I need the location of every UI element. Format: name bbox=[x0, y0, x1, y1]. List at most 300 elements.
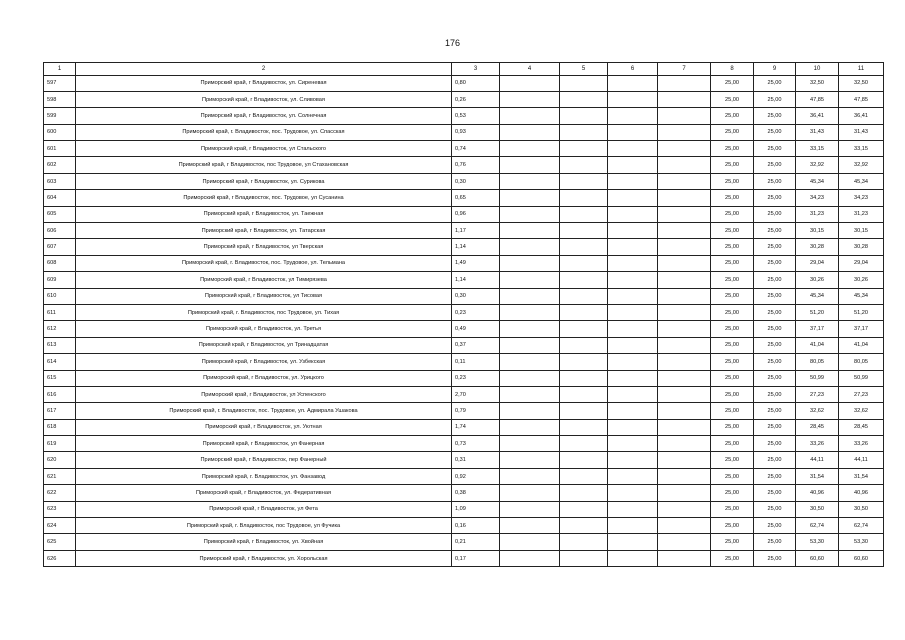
cell-col-1: 617 bbox=[44, 403, 76, 419]
cell-col-1: 606 bbox=[44, 223, 76, 239]
cell-col-9: 25,00 bbox=[754, 468, 796, 484]
cell-col-7 bbox=[658, 239, 711, 255]
cell-col-11: 50,99 bbox=[839, 370, 884, 386]
cell-col-5 bbox=[560, 436, 608, 452]
cell-col-9: 25,00 bbox=[754, 75, 796, 91]
cell-col-1: 624 bbox=[44, 518, 76, 534]
table-row bbox=[44, 337, 884, 353]
cell-col-8: 25,00 bbox=[711, 141, 754, 157]
cell-col-6 bbox=[608, 190, 658, 206]
cell-col-11: 53,30 bbox=[839, 534, 884, 550]
cell-col-1: 597 bbox=[44, 75, 76, 91]
cell-col-5 bbox=[560, 419, 608, 435]
cell-col-3: 0,79 bbox=[452, 403, 500, 419]
cell-col-8: 25,00 bbox=[711, 321, 754, 337]
cell-col-7 bbox=[658, 436, 711, 452]
cell-col-2: Приморский край, г Владивосток, ул. Таежная bbox=[76, 206, 452, 222]
cell-col-10: 32,92 bbox=[796, 157, 839, 173]
cell-col-9: 25,00 bbox=[754, 485, 796, 501]
cell-col-11: 30,26 bbox=[839, 272, 884, 288]
cell-col-3: 1,14 bbox=[452, 272, 500, 288]
cell-col-11: 29,04 bbox=[839, 255, 884, 271]
cell-col-11: 45,34 bbox=[839, 288, 884, 304]
cell-col-11: 32,92 bbox=[839, 157, 884, 173]
column-header-3: 3 bbox=[452, 63, 500, 76]
table-row bbox=[44, 157, 884, 173]
cell-col-2: Приморский край, г Владивосток, ул Успенского bbox=[76, 386, 452, 402]
cell-col-9: 25,00 bbox=[754, 288, 796, 304]
cell-col-1: 622 bbox=[44, 485, 76, 501]
cell-col-6 bbox=[608, 419, 658, 435]
cell-col-7 bbox=[658, 124, 711, 140]
cell-col-4 bbox=[500, 173, 560, 189]
cell-col-11: 34,23 bbox=[839, 190, 884, 206]
cell-col-11: 80,05 bbox=[839, 354, 884, 370]
cell-col-8: 25,00 bbox=[711, 304, 754, 320]
cell-col-1: 611 bbox=[44, 304, 76, 320]
cell-col-2: Приморский край, г. Владивосток, пос. Трудовое, ул. Адмирала Ушакова bbox=[76, 403, 452, 419]
cell-col-6 bbox=[608, 108, 658, 124]
table-row bbox=[44, 288, 884, 304]
table-row bbox=[44, 124, 884, 140]
cell-col-9: 25,00 bbox=[754, 190, 796, 206]
cell-col-10: 29,04 bbox=[796, 255, 839, 271]
cell-col-2: Приморский край, г Владивосток, ул. Сурикова bbox=[76, 173, 452, 189]
cell-col-11: 28,45 bbox=[839, 419, 884, 435]
table-row bbox=[44, 370, 884, 386]
cell-col-10: 45,34 bbox=[796, 288, 839, 304]
cell-col-1: 603 bbox=[44, 173, 76, 189]
cell-col-8: 25,00 bbox=[711, 239, 754, 255]
cell-col-3: 0,93 bbox=[452, 124, 500, 140]
cell-col-11: 60,60 bbox=[839, 550, 884, 566]
cell-col-10: 60,60 bbox=[796, 550, 839, 566]
cell-col-8: 25,00 bbox=[711, 436, 754, 452]
cell-col-6 bbox=[608, 337, 658, 353]
cell-col-9: 25,00 bbox=[754, 518, 796, 534]
cell-col-2: Приморский край, г Владивосток, ул. Федеративная bbox=[76, 485, 452, 501]
cell-col-8: 25,00 bbox=[711, 173, 754, 189]
cell-col-5 bbox=[560, 272, 608, 288]
cell-col-1: 605 bbox=[44, 206, 76, 222]
cell-col-9: 25,00 bbox=[754, 124, 796, 140]
cell-col-5 bbox=[560, 386, 608, 402]
cell-col-8: 25,00 bbox=[711, 124, 754, 140]
cell-col-4 bbox=[500, 403, 560, 419]
cell-col-11: 41,04 bbox=[839, 337, 884, 353]
cell-col-3: 2,70 bbox=[452, 386, 500, 402]
cell-col-4 bbox=[500, 501, 560, 517]
cell-col-5 bbox=[560, 157, 608, 173]
cell-col-2: Приморский край, г. Владивосток, пос Трудовое, ул. Тихая bbox=[76, 304, 452, 320]
cell-col-5 bbox=[560, 75, 608, 91]
cell-col-8: 25,00 bbox=[711, 501, 754, 517]
cell-col-5 bbox=[560, 501, 608, 517]
cell-col-4 bbox=[500, 223, 560, 239]
cell-col-6 bbox=[608, 534, 658, 550]
cell-col-4 bbox=[500, 419, 560, 435]
cell-col-8: 25,00 bbox=[711, 386, 754, 402]
cell-col-11: 31,54 bbox=[839, 468, 884, 484]
cell-col-4 bbox=[500, 108, 560, 124]
cell-col-4 bbox=[500, 91, 560, 107]
cell-col-3: 0,30 bbox=[452, 288, 500, 304]
cell-col-5 bbox=[560, 321, 608, 337]
cell-col-1: 620 bbox=[44, 452, 76, 468]
cell-col-6 bbox=[608, 91, 658, 107]
cell-col-3: 0,65 bbox=[452, 190, 500, 206]
cell-col-2: Приморский край, г Владивосток, ул Тверская bbox=[76, 239, 452, 255]
cell-col-11: 45,34 bbox=[839, 173, 884, 189]
cell-col-10: 30,15 bbox=[796, 223, 839, 239]
cell-col-8: 25,00 bbox=[711, 403, 754, 419]
cell-col-7 bbox=[658, 223, 711, 239]
cell-col-5 bbox=[560, 190, 608, 206]
column-header-9: 9 bbox=[754, 63, 796, 76]
cell-col-9: 25,00 bbox=[754, 272, 796, 288]
cell-col-4 bbox=[500, 75, 560, 91]
table-row bbox=[44, 91, 884, 107]
cell-col-6 bbox=[608, 485, 658, 501]
cell-col-6 bbox=[608, 141, 658, 157]
cell-col-2: Приморский край, г Владивосток, ул. Хвойная bbox=[76, 534, 452, 550]
cell-col-5 bbox=[560, 288, 608, 304]
column-header-4: 4 bbox=[500, 63, 560, 76]
cell-col-9: 25,00 bbox=[754, 321, 796, 337]
cell-col-8: 25,00 bbox=[711, 337, 754, 353]
cell-col-5 bbox=[560, 255, 608, 271]
cell-col-7 bbox=[658, 288, 711, 304]
cell-col-2: Приморский край, г. Владивосток, ул. Фанзавод bbox=[76, 468, 452, 484]
cell-col-7 bbox=[658, 468, 711, 484]
cell-col-1: 599 bbox=[44, 108, 76, 124]
cell-col-10: 27,23 bbox=[796, 386, 839, 402]
cell-col-2: Приморский край, г. Владивосток, пос. Трудовое, ул. Спасская bbox=[76, 124, 452, 140]
cell-col-8: 25,00 bbox=[711, 452, 754, 468]
cell-col-2: Приморский край, г Владивосток, ул. Татарская bbox=[76, 223, 452, 239]
column-header-2: 2 bbox=[76, 63, 452, 76]
cell-col-9: 25,00 bbox=[754, 223, 796, 239]
cell-col-7 bbox=[658, 206, 711, 222]
cell-col-6 bbox=[608, 272, 658, 288]
column-header-8: 8 bbox=[711, 63, 754, 76]
cell-col-10: 80,05 bbox=[796, 354, 839, 370]
cell-col-10: 50,99 bbox=[796, 370, 839, 386]
cell-col-1: 607 bbox=[44, 239, 76, 255]
cell-col-3: 0,73 bbox=[452, 436, 500, 452]
cell-col-8: 25,00 bbox=[711, 190, 754, 206]
cell-col-6 bbox=[608, 403, 658, 419]
cell-col-1: 618 bbox=[44, 419, 76, 435]
cell-col-3: 0,21 bbox=[452, 534, 500, 550]
cell-col-10: 51,20 bbox=[796, 304, 839, 320]
cell-col-10: 30,28 bbox=[796, 239, 839, 255]
cell-col-8: 25,00 bbox=[711, 223, 754, 239]
cell-col-11: 32,62 bbox=[839, 403, 884, 419]
cell-col-3: 0,96 bbox=[452, 206, 500, 222]
cell-col-7 bbox=[658, 501, 711, 517]
cell-col-11: 47,85 bbox=[839, 91, 884, 107]
cell-col-7 bbox=[658, 534, 711, 550]
cell-col-8: 25,00 bbox=[711, 206, 754, 222]
cell-col-8: 25,00 bbox=[711, 157, 754, 173]
cell-col-5 bbox=[560, 452, 608, 468]
table-row bbox=[44, 518, 884, 534]
cell-col-3: 1,17 bbox=[452, 223, 500, 239]
cell-col-1: 602 bbox=[44, 157, 76, 173]
cell-col-5 bbox=[560, 304, 608, 320]
cell-col-2: Приморский край, г Владивосток, пос Трудовое, ул Стахановская bbox=[76, 157, 452, 173]
cell-col-4 bbox=[500, 534, 560, 550]
table-row bbox=[44, 255, 884, 271]
cell-col-2: Приморский край, г Владивосток, ул Фета bbox=[76, 501, 452, 517]
table-row bbox=[44, 223, 884, 239]
cell-col-10: 53,30 bbox=[796, 534, 839, 550]
column-header-1: 1 bbox=[44, 63, 76, 76]
cell-col-6 bbox=[608, 468, 658, 484]
cell-col-4 bbox=[500, 321, 560, 337]
cell-col-9: 25,00 bbox=[754, 255, 796, 271]
cell-col-2: Приморский край, г Владивосток, пер Фанерный bbox=[76, 452, 452, 468]
cell-col-6 bbox=[608, 550, 658, 566]
cell-col-1: 609 bbox=[44, 272, 76, 288]
cell-col-1: 615 bbox=[44, 370, 76, 386]
cell-col-4 bbox=[500, 157, 560, 173]
cell-col-3: 0,17 bbox=[452, 550, 500, 566]
header-row bbox=[44, 63, 884, 76]
cell-col-9: 25,00 bbox=[754, 452, 796, 468]
cell-col-9: 25,00 bbox=[754, 534, 796, 550]
cell-col-6 bbox=[608, 173, 658, 189]
cell-col-6 bbox=[608, 321, 658, 337]
cell-col-11: 31,43 bbox=[839, 124, 884, 140]
cell-col-10: 47,85 bbox=[796, 91, 839, 107]
cell-col-8: 25,00 bbox=[711, 370, 754, 386]
cell-col-10: 33,26 bbox=[796, 436, 839, 452]
cell-col-2: Приморский край, г Владивосток, ул. Сиреневая bbox=[76, 75, 452, 91]
cell-col-5 bbox=[560, 534, 608, 550]
cell-col-2: Приморский край, г Владивосток, пос. Трудовое, ул Сусанина bbox=[76, 190, 452, 206]
cell-col-7 bbox=[658, 272, 711, 288]
cell-col-5 bbox=[560, 173, 608, 189]
cell-col-6 bbox=[608, 370, 658, 386]
table-row bbox=[44, 485, 884, 501]
cell-col-1: 621 bbox=[44, 468, 76, 484]
cell-col-2: Приморский край, г. Владивосток, пос Трудовое, ул Фучика bbox=[76, 518, 452, 534]
cell-col-6 bbox=[608, 436, 658, 452]
cell-col-9: 25,00 bbox=[754, 354, 796, 370]
cell-col-3: 0,80 bbox=[452, 75, 500, 91]
cell-col-7 bbox=[658, 403, 711, 419]
column-header-5: 5 bbox=[560, 63, 608, 76]
cell-col-1: 626 bbox=[44, 550, 76, 566]
cell-col-9: 25,00 bbox=[754, 108, 796, 124]
cell-col-5 bbox=[560, 485, 608, 501]
cell-col-4 bbox=[500, 452, 560, 468]
cell-col-1: 616 bbox=[44, 386, 76, 402]
cell-col-5 bbox=[560, 239, 608, 255]
cell-col-5 bbox=[560, 370, 608, 386]
table-row bbox=[44, 108, 884, 124]
cell-col-6 bbox=[608, 452, 658, 468]
cell-col-8: 25,00 bbox=[711, 75, 754, 91]
cell-col-2: Приморский край, г Владивосток, ул Тринадцатая bbox=[76, 337, 452, 353]
table-body bbox=[44, 75, 884, 567]
cell-col-3: 0,23 bbox=[452, 370, 500, 386]
column-header-6: 6 bbox=[608, 63, 658, 76]
cell-col-2: Приморский край, г Владивосток, ул Тисовая bbox=[76, 288, 452, 304]
cell-col-10: 44,11 bbox=[796, 452, 839, 468]
table-row bbox=[44, 550, 884, 566]
cell-col-4 bbox=[500, 468, 560, 484]
cell-col-3: 0,16 bbox=[452, 518, 500, 534]
cell-col-5 bbox=[560, 403, 608, 419]
cell-col-6 bbox=[608, 386, 658, 402]
cell-col-9: 25,00 bbox=[754, 157, 796, 173]
cell-col-8: 25,00 bbox=[711, 485, 754, 501]
cell-col-6 bbox=[608, 206, 658, 222]
cell-col-7 bbox=[658, 550, 711, 566]
cell-col-3: 0,76 bbox=[452, 157, 500, 173]
cell-col-2: Приморский край, г Владивосток, ул. Третья bbox=[76, 321, 452, 337]
cell-col-10: 40,96 bbox=[796, 485, 839, 501]
cell-col-9: 25,00 bbox=[754, 419, 796, 435]
cell-col-1: 625 bbox=[44, 534, 76, 550]
cell-col-6 bbox=[608, 354, 658, 370]
cell-col-11: 51,20 bbox=[839, 304, 884, 320]
cell-col-3: 0,30 bbox=[452, 173, 500, 189]
table-row bbox=[44, 75, 884, 91]
cell-col-6 bbox=[608, 124, 658, 140]
page-number: 176 bbox=[444, 38, 461, 48]
cell-col-8: 25,00 bbox=[711, 534, 754, 550]
cell-col-4 bbox=[500, 206, 560, 222]
table-row bbox=[44, 272, 884, 288]
cell-col-2: Приморский край, г Владивосток, ул Фанерная bbox=[76, 436, 452, 452]
cell-col-6 bbox=[608, 518, 658, 534]
cell-col-6 bbox=[608, 239, 658, 255]
cell-col-10: 62,74 bbox=[796, 518, 839, 534]
table-row bbox=[44, 468, 884, 484]
cell-col-3: 0,23 bbox=[452, 304, 500, 320]
cell-col-7 bbox=[658, 173, 711, 189]
table-row bbox=[44, 419, 884, 435]
cell-col-6 bbox=[608, 288, 658, 304]
cell-col-9: 25,00 bbox=[754, 501, 796, 517]
cell-col-7 bbox=[658, 255, 711, 271]
cell-col-5 bbox=[560, 354, 608, 370]
cell-col-5 bbox=[560, 468, 608, 484]
cell-col-3: 0,53 bbox=[452, 108, 500, 124]
table-row bbox=[44, 354, 884, 370]
cell-col-4 bbox=[500, 255, 560, 271]
table-row bbox=[44, 386, 884, 402]
cell-col-10: 31,43 bbox=[796, 124, 839, 140]
cell-col-1: 619 bbox=[44, 436, 76, 452]
cell-col-10: 30,26 bbox=[796, 272, 839, 288]
cell-col-2: Приморский край, г. Владивосток, пос. Трудовое, ул. Тельмана bbox=[76, 255, 452, 271]
cell-col-7 bbox=[658, 190, 711, 206]
cell-col-1: 598 bbox=[44, 91, 76, 107]
cell-col-11: 40,96 bbox=[839, 485, 884, 501]
table-row bbox=[44, 141, 884, 157]
column-header-10: 10 bbox=[796, 63, 839, 76]
cell-col-4 bbox=[500, 124, 560, 140]
cell-col-7 bbox=[658, 419, 711, 435]
cell-col-7 bbox=[658, 75, 711, 91]
cell-col-10: 33,15 bbox=[796, 141, 839, 157]
cell-col-3: 1,09 bbox=[452, 501, 500, 517]
cell-col-5 bbox=[560, 141, 608, 157]
cell-col-11: 62,74 bbox=[839, 518, 884, 534]
table-row bbox=[44, 190, 884, 206]
cell-col-1: 613 bbox=[44, 337, 76, 353]
cell-col-11: 36,41 bbox=[839, 108, 884, 124]
cell-col-7 bbox=[658, 337, 711, 353]
cell-col-2: Приморский край, г Владивосток, ул. Урицкого bbox=[76, 370, 452, 386]
cell-col-4 bbox=[500, 485, 560, 501]
cell-col-8: 25,00 bbox=[711, 91, 754, 107]
cell-col-10: 41,04 bbox=[796, 337, 839, 353]
cell-col-3: 1,74 bbox=[452, 419, 500, 435]
cell-col-6 bbox=[608, 501, 658, 517]
cell-col-11: 27,23 bbox=[839, 386, 884, 402]
cell-col-10: 31,23 bbox=[796, 206, 839, 222]
cell-col-9: 25,00 bbox=[754, 436, 796, 452]
cell-col-4 bbox=[500, 304, 560, 320]
table-row bbox=[44, 304, 884, 320]
cell-col-7 bbox=[658, 452, 711, 468]
cell-col-11: 32,50 bbox=[839, 75, 884, 91]
cell-col-7 bbox=[658, 321, 711, 337]
cell-col-10: 36,41 bbox=[796, 108, 839, 124]
table-row bbox=[44, 403, 884, 419]
table-row bbox=[44, 436, 884, 452]
cell-col-9: 25,00 bbox=[754, 550, 796, 566]
cell-col-10: 37,17 bbox=[796, 321, 839, 337]
cell-col-11: 33,15 bbox=[839, 141, 884, 157]
cell-col-9: 25,00 bbox=[754, 370, 796, 386]
cell-col-4 bbox=[500, 288, 560, 304]
cell-col-11: 37,17 bbox=[839, 321, 884, 337]
cell-col-4 bbox=[500, 550, 560, 566]
cell-col-3: 1,14 bbox=[452, 239, 500, 255]
cell-col-3: 0,26 bbox=[452, 91, 500, 107]
cell-col-11: 31,23 bbox=[839, 206, 884, 222]
cell-col-8: 25,00 bbox=[711, 108, 754, 124]
cell-col-7 bbox=[658, 108, 711, 124]
cell-col-3: 0,49 bbox=[452, 321, 500, 337]
cell-col-7 bbox=[658, 386, 711, 402]
data-table bbox=[43, 62, 884, 567]
cell-col-4 bbox=[500, 272, 560, 288]
cell-col-2: Приморский край, г Владивосток, ул. Уютная bbox=[76, 419, 452, 435]
cell-col-6 bbox=[608, 223, 658, 239]
cell-col-7 bbox=[658, 518, 711, 534]
cell-col-9: 25,00 bbox=[754, 337, 796, 353]
cell-col-4 bbox=[500, 518, 560, 534]
cell-col-9: 25,00 bbox=[754, 386, 796, 402]
cell-col-5 bbox=[560, 223, 608, 239]
cell-col-4 bbox=[500, 354, 560, 370]
cell-col-2: Приморский край, г Владивосток, ул. Узбекская bbox=[76, 354, 452, 370]
cell-col-4 bbox=[500, 386, 560, 402]
cell-col-3: 0,38 bbox=[452, 485, 500, 501]
table-row bbox=[44, 173, 884, 189]
cell-col-7 bbox=[658, 157, 711, 173]
cell-col-8: 25,00 bbox=[711, 288, 754, 304]
cell-col-6 bbox=[608, 304, 658, 320]
